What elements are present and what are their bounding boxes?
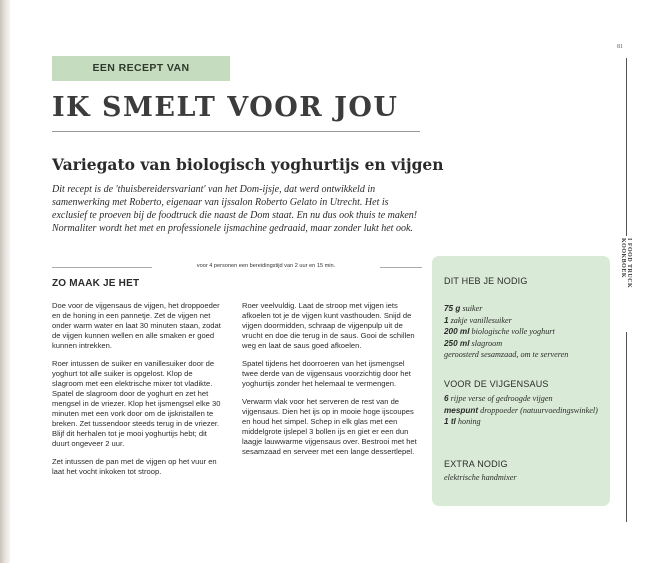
method-paragraph: Roer intussen de suiker en vanillesuiker door de yoghurt tot alle suiker is opgelost. Klop de slagroom met een elektrische mixer tot vladikte. Spatel de slagroom door de yoghurt en zet het mengsel in de vriezer. Klop het ijsmengsel elke 30 minuten met een vork door om de ijskristallen te breken. Zet tussendoor steeds terug in de vriezer. Blijf dit herhalen tot je mooi yoghurtijs hebt; dit duurt ongeveer 2 uur. — [52, 359, 221, 448]
recipe-intro: Dit recept is de 'thuisbereidersvariant' van het Dom-ijsje, dat werd ontwikkeld in samenwerking met Roberto, eigenaar van ijssalon Roberto Gelato in Utrecht. Het is exclusief te proeven bij de foodtruck die naast de Dom staat. En nu dus ook thuis te maken! Normaliter wordt het met en professionele ijsmachine gedraaid, maar zonder lukt het ook. — [52, 184, 418, 234]
method-paragraph: Verwarm vlak voor het serveren de rest van de vijgensaus. Dien het ijs op in mooie hoge ijscoupes en houd het simpel. Schep in elk glas met een middelgrote ijslepel 3 bollen ijs en giet er een dun laagje lauwwarme vijgensaus over. Bestrooi met het sesamzaad en serveer met een lange dessertlepel. — [242, 397, 417, 456]
serving-rule-left — [52, 267, 152, 268]
method-column-1 — [52, 301, 224, 485]
method-paragraph: Spatel tijdens het doorroeren van het ijsmengsel twee derde van de vijgensaus voorzichtig door het yoghurtijs zonder het helemaal te vermengen. — [242, 359, 411, 388]
ingredient-item: mespunt droppoeder (natuurvoedingswinkel) — [444, 405, 598, 415]
title-divider — [52, 131, 420, 132]
ingredient-item: 250 ml slagroom — [444, 338, 503, 348]
method-paragraph: Roer veelvuldig. Laat de stroop met vijgen iets afkoelen tot je de vijgen kunt vasthouden. Snijd de vijgen doormidden, schraap de vijgenpulp uit de vrucht en doe die terug in de saus. Gooi de schillen weg en laat de saus goed afkoelen. — [242, 301, 415, 350]
ingredients-heading: DIT HEB JE NODIG — [444, 276, 528, 286]
page-number: 81 — [617, 44, 623, 50]
ingredient-item: 6 rijpe verse of gedroogde vijgen — [444, 394, 553, 403]
extra-heading: EXTRA NODIG — [444, 459, 508, 469]
recipe-subtitle: Variegato van biologisch yoghurtijs en vijgen — [52, 155, 444, 174]
method-paragraph: Zet intussen de pan met de vijgen op het vuur en laat het vocht inkoken tot stroop. — [52, 457, 217, 476]
method-heading: ZO MAAK JE HET — [52, 278, 140, 289]
serving-rule-right — [380, 267, 422, 268]
ingredients-list — [444, 303, 602, 361]
book-spine-shadow — [0, 0, 10, 563]
ingredient-item: 75 g suiker — [444, 304, 483, 313]
sauce-ingredients-list — [444, 393, 602, 428]
sauce-heading: VOOR DE VIJGENSAUS — [444, 379, 549, 389]
serving-info-line — [52, 262, 422, 271]
ingredient-item: geroosterd sesamzaad, om te serveren — [444, 350, 569, 359]
method-paragraph: Doe voor de vijgensaus de vijgen, het droppoeder en de honing in een pannetje. Zet de vijgen net onder warm water en laat 30 minuten staan, zodat de vijgen kunnen wellen en alle smaken er goed kunnen intrekken. — [52, 301, 221, 350]
ingredient-item: 1 tl honing — [444, 417, 481, 426]
serving-info: voor 4 personen een bereidingstijd van 2 uur en 15 min. — [196, 263, 336, 269]
ingredient-item: 1 zakje vanillesuiker — [444, 315, 512, 325]
recipe-title: IK SMELT VOOR JOU — [52, 92, 399, 123]
side-rule-top — [626, 58, 627, 236]
ingredient-item: elektrische handmixer — [444, 473, 517, 482]
recipe-banner: EEN RECEPT VAN — [52, 56, 230, 81]
extra-items-list — [444, 472, 602, 484]
side-running-title: I FOOD TRUCK KOOKBOEK — [620, 238, 632, 289]
method-column-2 — [242, 301, 420, 465]
ingredients-box — [432, 256, 610, 506]
ingredient-item: 200 ml biologische volle yoghurt — [444, 327, 555, 336]
side-rule-bottom — [626, 332, 627, 522]
